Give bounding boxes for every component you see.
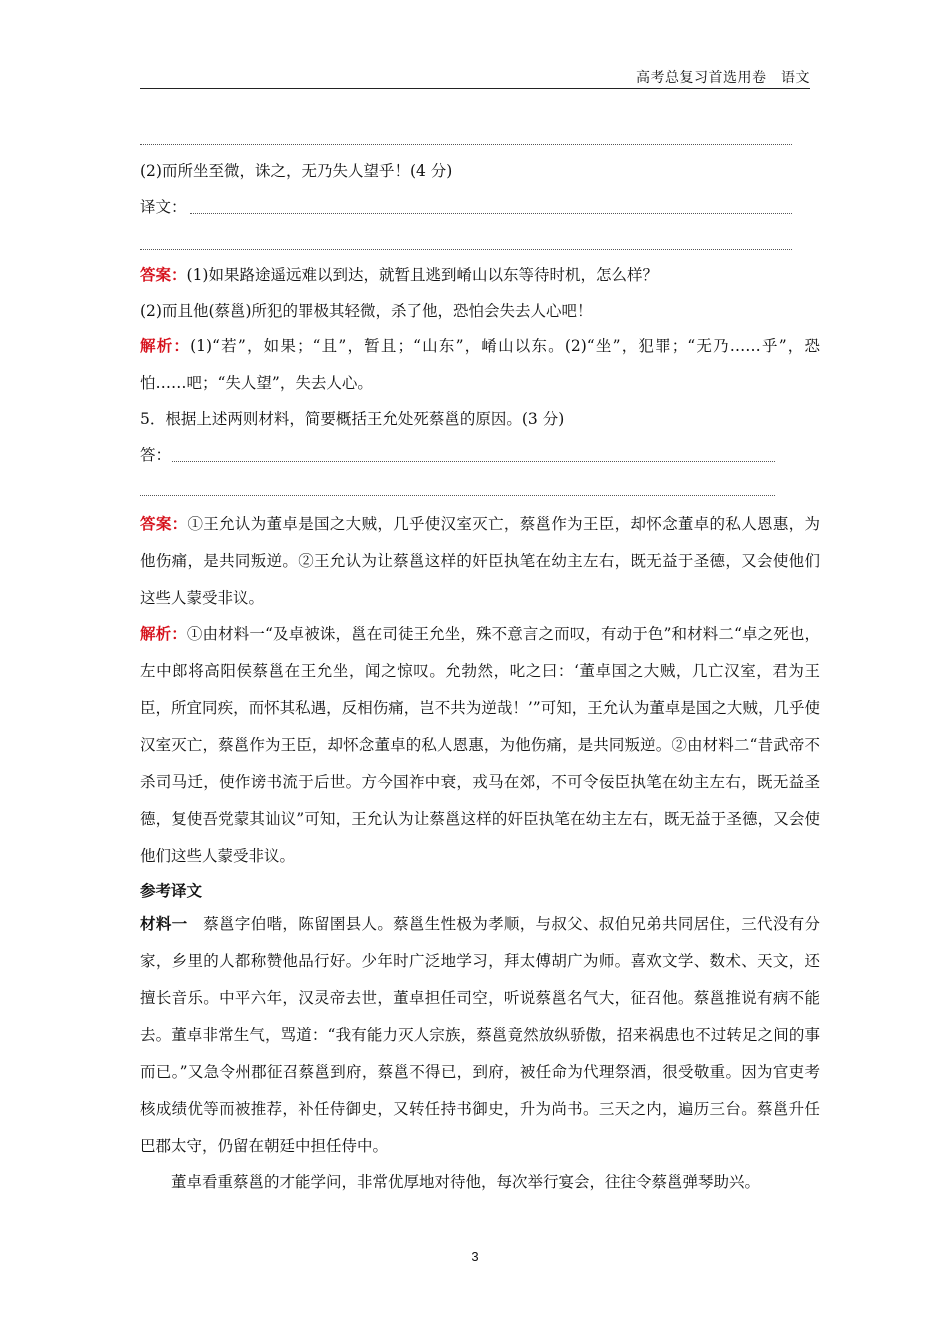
answer-1-line2: (2)而且他(蔡邕)所犯的罪极其轻微，杀了他，恐怕会失去人心吧！ (140, 302, 593, 320)
analysis-label: 解析： (140, 625, 187, 643)
reference-paragraph-2: 董卓看重蔡邕的才能学问，非常优厚地对待他，每次举行宴会，往往令蔡邕弹琴助兴。 (171, 1173, 761, 1191)
analysis-1: 解析：(1)“若”，如果；“且”，暂且；“山东”，崤山以东。(2)“坐”，犯罪；“无乃……乎”，恐怕……吧；“失人望”，失去人心。 (140, 337, 820, 392)
page-number: 3 (471, 1249, 479, 1264)
answer-label: 答案： (140, 266, 187, 284)
answer-row (140, 444, 820, 466)
translation-label: 译文： (140, 198, 187, 216)
answer-1-line1: 答案：(1)如果路途遥远难以到达，就暂且逃到崤山以东等待时机，怎么样？ (140, 266, 658, 284)
translation-row (140, 196, 820, 218)
answer-line (140, 249, 792, 250)
question-5: 5．根据上述两则材料，简要概括王允处死蔡邕的原因。(3 分) (140, 410, 565, 428)
answer-line (172, 461, 775, 462)
analysis-label: 解析： (140, 337, 191, 355)
page-header (140, 64, 810, 89)
material-1-translation: 材料一 蔡邕字伯喈，陈留圉县人。蔡邕生性极为孝顺，与叔父、叔伯兄弟共同居住，三代没有分家，乡里的人都称赞他品行好。少年时广泛地学习，拜太傅胡广为师。喜欢文学、数术、天文，还擅长音乐。中平六年，汉灵帝去世，董卓担任司空，听说蔡邕名气大，征召他。蔡邕推说有病不能去。董卓非常生气，骂道：“我有能力灭人宗族，蔡邕竟然放纵骄傲，招来祸患也不过转足之间的事而已。”又急令州郡征召蔡邕到府，蔡邕不得已，到府，被任命为代理祭酒，很受敬重。因为官吏考核成绩优等而被推荐，补任侍御史，又转任持书御史，升为尚书。三天之内，遍历三台。蔡邕升任巴郡太守，仍留在朝廷中担任侍中。 (140, 915, 820, 1155)
answer-prompt-label: 答： (140, 446, 172, 464)
analysis-2: 解析：①由材料一“及卓被诛，邕在司徒王允坐，殊不意言之而叹，有动于色”和材料二“卓之死也，左中郎将高阳侯蔡邕在王允坐，闻之惊叹。允勃然，叱之曰：‘董卓国之大贼，几亡汉室，君为王臣，所宜同疾，而怀其私遇，反相伤痛，岂不共为逆哉！’”可知，王允认为董卓是国之大贼，几乎使汉室灭亡，蔡邕作为王臣，却怀念董卓的私人恩惠，为他伤痛，是共同叛逆。②由材料二“昔武帝不杀司马迁，使作谤书流于后世。方今国祚中衰，戎马在郊，不可令佞臣执笔在幼主左右，既无益圣德，复使吾党蒙其讪议”可知，王允认为让蔡邕这样的奸臣执笔在幼主左右，既无益于圣德，又会使他们这些人蒙受非议。 (140, 625, 820, 865)
header-title: 高考总复习首选用卷 语文 (636, 70, 810, 86)
material-1-label: 材料一 (140, 915, 188, 933)
answer-line (140, 144, 792, 145)
reference-title: 参考译文 (140, 882, 203, 900)
translation-line (190, 213, 792, 214)
answer-line (140, 495, 775, 496)
answer-2: 答案：①王允认为董卓是国之大贼，几乎使汉室灭亡，蔡邕作为王臣，却怀念董卓的私人恩惠，为他伤痛，是共同叛逆。②王允认为让蔡邕这样的奸臣执笔在幼主左右，既无益于圣德，又会使他们这些人蒙受非议。 (140, 515, 820, 607)
answer-label: 答案： (140, 515, 188, 533)
question-4-2: (2)而所坐至微，诛之，无乃失人望乎！(4 分) (140, 162, 453, 180)
